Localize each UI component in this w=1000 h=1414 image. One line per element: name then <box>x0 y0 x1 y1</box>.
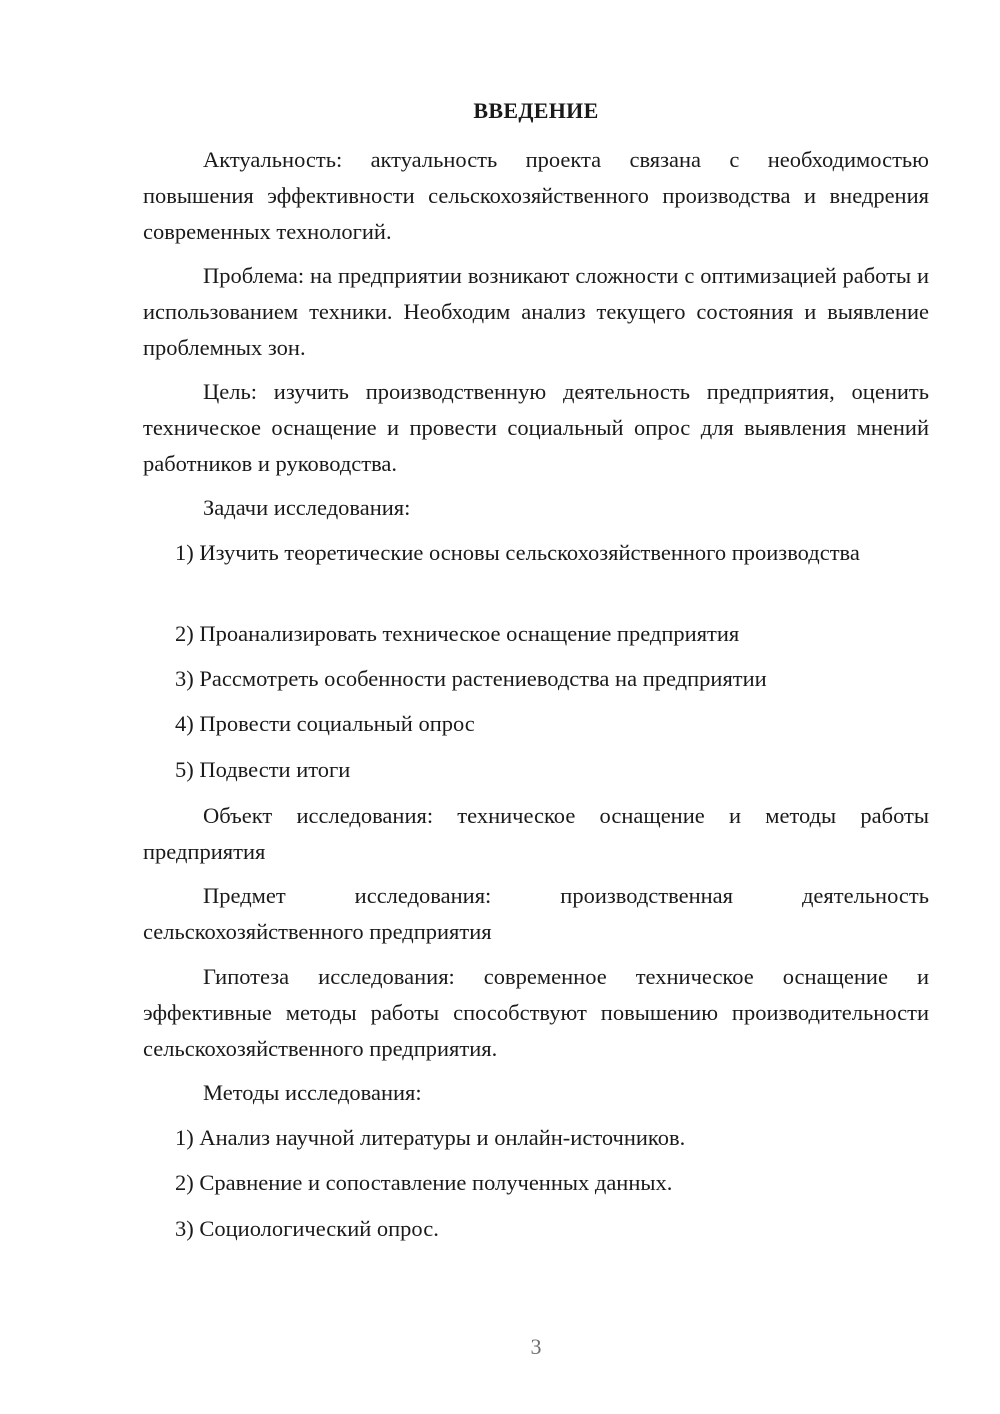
method-item-1: 1) Анализ научной литературы и онлайн-источников. <box>175 1125 686 1150</box>
task-item-4: 4) Провести социальный опрос <box>175 711 475 736</box>
method-item-2: 2) Сравнение и сопоставление полученных данных. <box>175 1170 673 1195</box>
task-item-2: 2) Проанализировать техническое оснащение предприятия <box>175 621 740 646</box>
tasks-heading: Задачи исследования: <box>203 495 411 520</box>
relevance-paragraph: Актуальность: актуальность проекта связана с необходимостью повышения эффективности сельскохозяйственного производства и внедрения современных технологий. <box>143 147 929 244</box>
task-item-3: 3) Рассмотреть особенности растениеводства на предприятии <box>175 666 767 691</box>
subject-paragraph: Предмет исследования: производственная деятельность сельскохозяйственного предприятия <box>143 883 929 944</box>
page-title: ВВЕДЕНИЕ <box>473 98 599 123</box>
task-item-1: 1) Изучить теоретические основы сельскохозяйственного производства <box>175 540 860 565</box>
hypothesis-paragraph: Гипотеза исследования: современное техническое оснащение и эффективные методы работы способствуют повышению производительности сельскохозяйственного предприятия. <box>143 964 929 1061</box>
problem-paragraph: Проблема: на предприятии возникают сложности с оптимизацией работы и использованием техники. Необходим анализ текущего состояния и выявление проблемных зон. <box>143 263 929 360</box>
goal-paragraph: Цель: изучить производственную деятельность предприятия, оценить техническое оснащение и провести социальный опрос для выявления мнений работников и руководства. <box>143 379 929 476</box>
method-item-3: 3) Социологический опрос. <box>175 1216 439 1241</box>
methods-heading: Методы исследования: <box>203 1080 422 1105</box>
page-number: 3 <box>530 1334 542 1359</box>
object-paragraph: Объект исследования: техническое оснащение и методы работы предприятия <box>143 803 929 864</box>
task-item-5: 5) Подвести итоги <box>175 757 351 782</box>
